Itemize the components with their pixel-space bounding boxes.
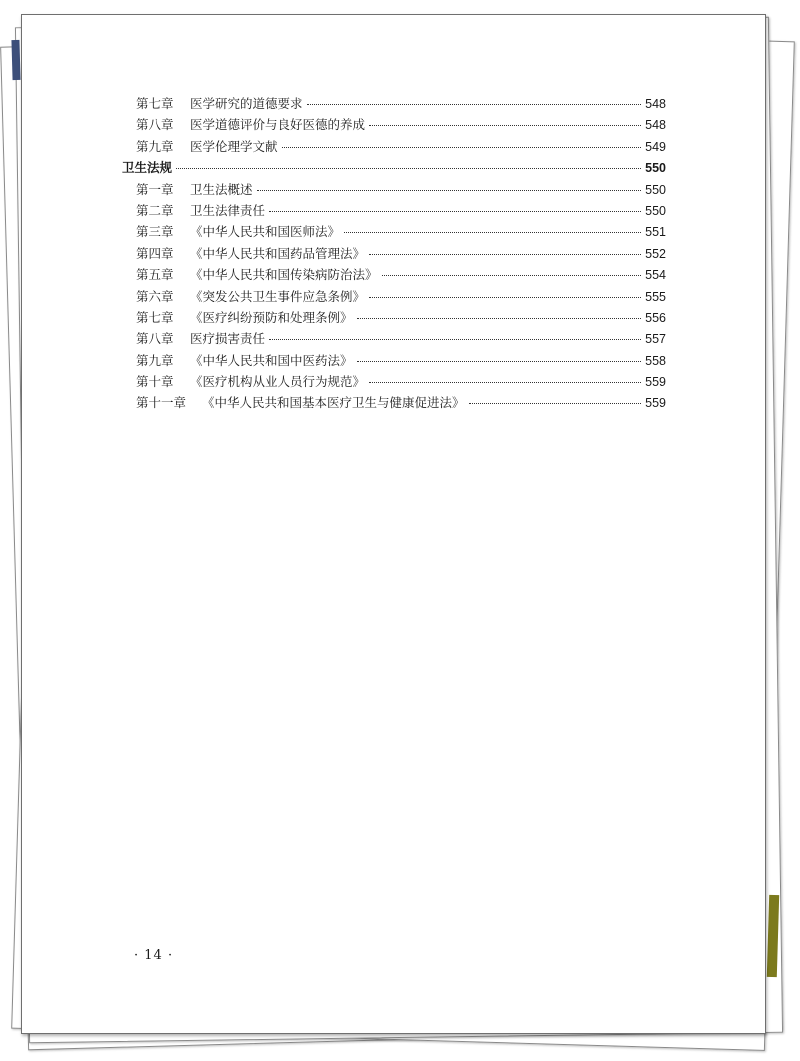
toc-page-number: 555 (645, 289, 666, 304)
toc-page-number: 557 (645, 332, 666, 347)
toc-chapter-title: 卫生法概述 (190, 181, 253, 197)
dot-leader (357, 318, 642, 319)
toc-chapter-number: 第一章 (136, 181, 174, 197)
dot-leader (344, 232, 641, 233)
toc-page-number: 549 (645, 139, 666, 154)
toc-entry-label (136, 137, 278, 155)
toc-chapter-title: 医疗损害责任 (190, 331, 266, 347)
toc-chapter-title: 《医疗机构从业人员行为规范》 (190, 374, 366, 390)
dot-leader (369, 382, 641, 383)
toc-page-number: 550 (645, 203, 666, 218)
dot-leader (369, 125, 641, 126)
table-of-contents (122, 94, 666, 415)
toc-chapter-number: 第八章 (136, 117, 174, 133)
dot-leader (307, 104, 642, 105)
toc-entry-label (136, 393, 465, 411)
toc-entry-label (136, 265, 378, 283)
toc-chapter-number: 第八章 (136, 331, 174, 347)
dot-leader (357, 361, 642, 362)
toc-entry-label (136, 180, 253, 198)
dot-leader (282, 147, 642, 148)
toc-entry-label (136, 308, 353, 326)
toc-section-entry[interactable] (122, 158, 666, 179)
toc-chapter-number: 第七章 (136, 96, 174, 111)
toc-chapter-number: 第九章 (136, 138, 174, 154)
toc-chapter-title: 《中华人民共和国医师法》 (190, 224, 341, 240)
toc-chapter-title: 《突发公共卫生事件应急条例》 (190, 288, 366, 304)
page-edge-accent (11, 40, 20, 80)
toc-chapter-number: 第十章 (136, 374, 174, 390)
toc-chapter-title: 医学道德评价与良好医德的养成 (190, 117, 366, 133)
dot-leader (176, 168, 641, 169)
toc-chapter-number: 第三章 (136, 224, 174, 240)
toc-entry[interactable] (122, 393, 666, 414)
toc-chapter-number: 第九章 (136, 352, 174, 368)
dot-leader (269, 339, 641, 340)
toc-entry[interactable] (122, 287, 666, 308)
toc-page-number: 550 (645, 182, 666, 197)
toc-entry-label (136, 329, 265, 347)
toc-entry[interactable] (122, 115, 666, 136)
toc-entry-label (136, 287, 365, 305)
toc-page-number: 551 (645, 225, 666, 240)
toc-entry-label (136, 372, 365, 390)
toc-page-number: 559 (645, 375, 666, 390)
dot-leader (269, 211, 641, 212)
toc-chapter-title: 卫生法律责任 (190, 202, 266, 218)
dot-leader (382, 275, 642, 276)
toc-chapter-number: 第二章 (136, 202, 174, 218)
toc-chapter-title: 《中华人民共和国基本医疗卫生与健康促进法》 (202, 395, 465, 411)
toc-chapter-title: 医学伦理学文献 (190, 138, 278, 154)
page-number: · 14 · (134, 948, 174, 963)
toc-entry[interactable] (122, 244, 666, 265)
toc-entry[interactable] (122, 308, 666, 329)
toc-page-number: 559 (645, 396, 666, 411)
toc-chapter-title: 《中华人民共和国中医药法》 (190, 352, 353, 368)
toc-chapter-title: 医学研究的道德要求 (190, 96, 303, 111)
toc-chapter-title: 《中华人民共和国传染病防治法》 (190, 267, 378, 283)
dot-leader (369, 297, 641, 298)
dot-leader (257, 190, 642, 191)
toc-entry-label (136, 94, 303, 112)
toc-page-number: 558 (645, 353, 666, 368)
toc-entry[interactable] (122, 351, 666, 372)
toc-entry[interactable] (122, 372, 666, 393)
toc-entry[interactable] (122, 265, 666, 286)
toc-entry[interactable] (122, 222, 666, 243)
toc-entry[interactable] (122, 137, 666, 158)
toc-chapter-number: 第四章 (136, 245, 174, 261)
toc-chapter-number: 第七章 (136, 309, 174, 325)
dot-leader (469, 403, 642, 404)
toc-entry[interactable] (122, 94, 666, 115)
toc-entry-label (136, 244, 365, 262)
document-page (21, 14, 766, 1034)
toc-entry-label (136, 222, 340, 240)
toc-page-number: 556 (645, 310, 666, 325)
toc-chapter-number: 第六章 (136, 288, 174, 304)
toc-chapter-number: 第五章 (136, 267, 174, 283)
dot-leader (369, 254, 641, 255)
toc-entry[interactable] (122, 329, 666, 350)
toc-entry[interactable] (122, 201, 666, 222)
toc-chapter-title: 《医疗纠纷预防和处理条例》 (190, 309, 353, 325)
toc-section-title: 卫生法规 (122, 160, 173, 176)
toc-page-number: 548 (645, 97, 666, 111)
toc-page-number: 548 (645, 118, 666, 133)
toc-entry[interactable] (122, 180, 666, 201)
toc-entry-label (136, 351, 353, 369)
toc-chapter-title: 《中华人民共和国药品管理法》 (190, 245, 366, 261)
toc-page-number: 552 (645, 246, 666, 261)
toc-chapter-number: 第十一章 (136, 395, 187, 411)
toc-page-number: 554 (645, 268, 666, 283)
toc-entry-label (136, 115, 365, 133)
toc-page-number: 550 (645, 161, 666, 176)
toc-entry-label (136, 201, 265, 219)
